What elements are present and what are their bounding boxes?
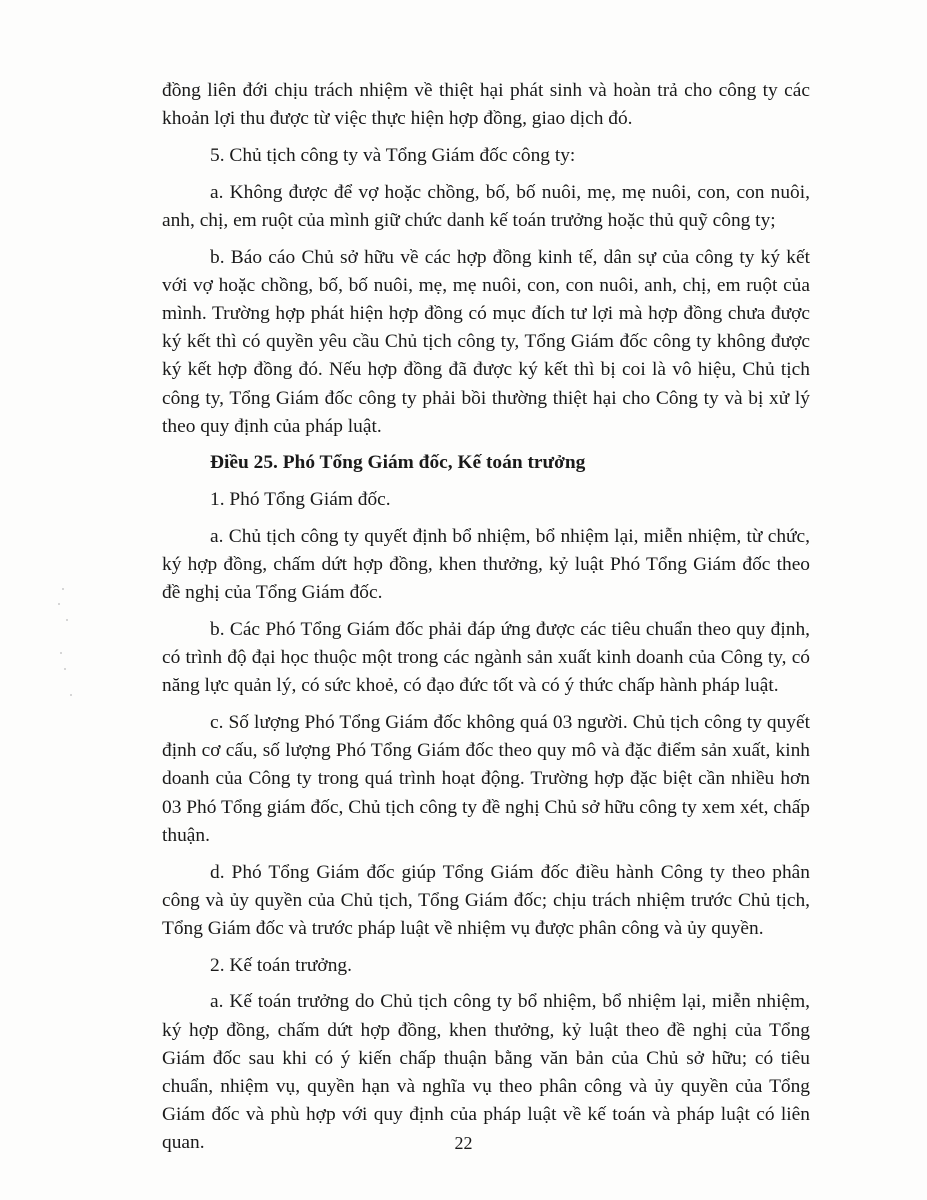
- paragraph-item-1b: b. Các Phó Tổng Giám đốc phải đáp ứng được các tiêu chuẩn theo quy định, có trình độ đại học thuộc một trong các ngành sản xuất kinh doanh của Công ty, có năng lực quản lý, có sức khoẻ, có đạo đức tốt và có ý thức chấp hành pháp luật.: [162, 618, 810, 697]
- scan-speck: [58, 603, 60, 605]
- scan-speck: [64, 668, 66, 670]
- scan-speck: [66, 619, 68, 621]
- article-heading: Điều 25. Phó Tổng Giám đốc, Kế toán trưởng: [210, 452, 586, 474]
- paragraph-item-5: 5. Chủ tịch công ty và Tổng Giám đốc công ty:: [210, 144, 576, 166]
- document-body: [162, 77, 810, 1158]
- paragraph-item-2a: a. Kế toán trưởng do Chủ tịch công ty bổ nhiệm, bổ nhiệm lại, miễn nhiệm, ký hợp đồng, chấm dứt hợp đồng, khen thưởng, kỷ luật theo đề nghị của Tổng Giám đốc sau khi có ý kiến chấp thuận bằng văn bản của Chủ sở hữu; có tiêu chuẩn, nhiệm vụ, quyền hạn và nghĩa vụ theo phân công và ủy quyền của Tổng Giám đốc và phù hợp với quy định của pháp luật về kế toán và pháp luật có liên quan.: [162, 991, 810, 1154]
- paragraph-item-5a: a. Không được để vợ hoặc chồng, bố, bố nuôi, mẹ, mẹ nuôi, con, con nuôi, anh, chị, em ruột của mình giữ chức danh kế toán trưởng hoặc thủ quỹ công ty;: [162, 181, 810, 231]
- paragraph-item-1c: c. Số lượng Phó Tổng Giám đốc không quá 03 người. Chủ tịch công ty quyết định cơ cấu, số lượng Phó Tổng Giám đốc theo quy mô và đặc điểm sản xuất, kinh doanh của Công ty trong quá trình hoạt động. Trường hợp đặc biệt cần nhiều hơn 03 Phó Tổng giám đốc, Chủ tịch công ty đề nghị Chủ sở hữu công ty xem xét, chấp thuận.: [162, 712, 810, 846]
- paragraph-continuation: đồng liên đới chịu trách nhiệm về thiệt hại phát sinh và hoàn trả cho công ty các khoản lợi thu được từ việc thực hiện hợp đồng, giao dịch đó.: [162, 80, 810, 130]
- scan-speck: [60, 652, 62, 654]
- paragraph-item-1: 1. Phó Tổng Giám đốc.: [210, 489, 391, 511]
- paragraph-item-5b: b. Báo cáo Chủ sở hữu về các hợp đồng kinh tế, dân sự của công ty ký kết với vợ hoặc chồng, bố, bố nuôi, mẹ, mẹ nuôi, con, con nuôi, anh, chị, em ruột của mình. Trường hợp phát hiện hợp đồng có mục đích tư lợi mà hợp đồng chưa được ký kết thì có quyền yêu cầu Chủ tịch công ty, Tổng Giám đốc công ty không được ký kết hợp đồng đó. Nếu hợp đồng đã được ký kết thì bị coi là vô hiệu, Chủ tịch công ty, Tổng Giám đốc công ty phải bồi thường thiệt hại cho Công ty và bị xử lý theo quy định của pháp luật.: [162, 246, 810, 437]
- scan-speck: [62, 588, 64, 590]
- scan-speck: [70, 694, 72, 696]
- paragraph-item-2: 2. Kế toán trưởng.: [210, 954, 352, 976]
- paragraph-item-1d: d. Phó Tổng Giám đốc giúp Tổng Giám đốc điều hành Công ty theo phân công và ủy quyền của Chủ tịch, Tổng Giám đốc; chịu trách nhiệm trước Chủ tịch, Tổng Giám đốc và trước pháp luật về nhiệm vụ được phân công và ủy quyền.: [162, 861, 810, 939]
- page-number: 22: [454, 1133, 473, 1153]
- paragraph-item-1a: a. Chủ tịch công ty quyết định bổ nhiệm, bổ nhiệm lại, miễn nhiệm, từ chức, ký hợp đồng, chấm dứt hợp đồng, khen thưởng, kỷ luật Phó Tổng Giám đốc theo đề nghị của Tổng Giám đốc.: [162, 525, 810, 604]
